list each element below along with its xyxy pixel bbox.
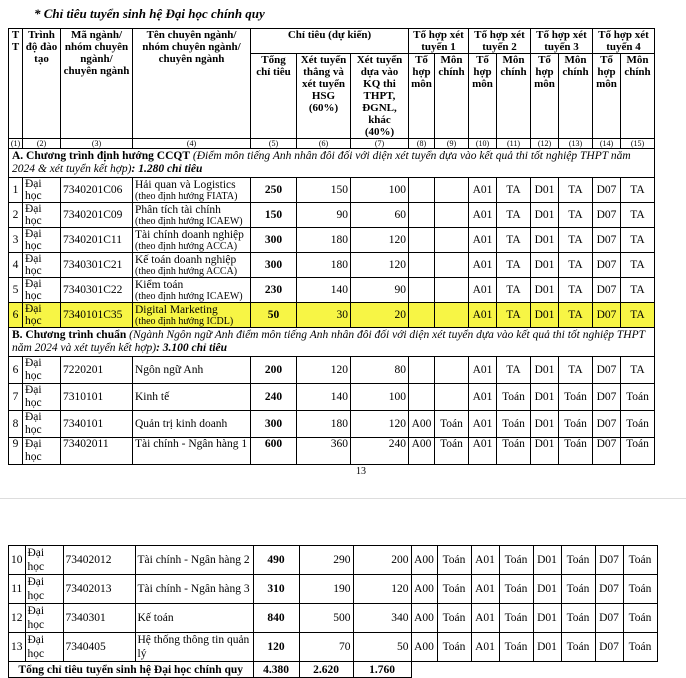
cell-tt: 4 <box>9 253 23 278</box>
cell-mon1 <box>435 278 469 303</box>
cell-hsg: 180 <box>297 411 351 438</box>
cell-mon2: Toán <box>497 411 531 438</box>
cell-tt: 2 <box>9 203 23 228</box>
table-row <box>9 228 655 253</box>
section-b <box>9 328 655 357</box>
cell-name: Kinh tế <box>133 384 251 411</box>
cell-level: Đại học <box>23 278 61 303</box>
cell-combo1 <box>409 178 435 203</box>
cell-name: Kế toán <box>135 604 253 633</box>
page-heading: * Chỉ tiêu tuyển sinh hệ Đại học chính quy <box>34 6 265 21</box>
cell-combo4: D07 <box>593 384 621 411</box>
cell-hsg: 150 <box>297 178 351 203</box>
cell-combo2: A01 <box>469 253 497 278</box>
cell-hsg: 290 <box>299 546 353 575</box>
cell-combo4: D07 <box>593 357 621 384</box>
cell-combo1: A00 <box>411 604 437 633</box>
section-a <box>9 149 655 178</box>
cell-mon3: Toán <box>559 411 593 438</box>
cell-hsg: 30 <box>297 303 351 328</box>
cell-combo3: D01 <box>533 633 561 662</box>
cell-name <box>133 228 251 253</box>
cell-kq: 120 <box>353 575 411 604</box>
cell-total: 300 <box>251 253 297 278</box>
cell-kq: 120 <box>351 411 409 438</box>
cell-combo3: D01 <box>531 384 559 411</box>
cell-mon2: Toán <box>499 604 533 633</box>
cell-level: Đại học <box>23 203 61 228</box>
cell-combo4: D07 <box>593 278 621 303</box>
cell-combo3: D01 <box>531 228 559 253</box>
cell-combo1 <box>409 253 435 278</box>
cell-tt: 7 <box>9 384 23 411</box>
cell-combo2: A01 <box>469 228 497 253</box>
cell-name <box>133 253 251 278</box>
header-total: Tổng chỉ tiêu <box>251 54 297 139</box>
cell-mon1: Toán <box>435 411 469 438</box>
program-orientation: (theo định hướng ICDL) <box>135 315 234 327</box>
cell-mon3: Toán <box>561 575 595 604</box>
page-number: 13 <box>356 466 366 477</box>
cell-combo2: A01 <box>469 384 497 411</box>
cell-hsg: 70 <box>299 633 353 662</box>
cell-combo2: A01 <box>469 303 497 328</box>
program-orientation: (theo định hướng ACCA) <box>135 240 238 252</box>
cell-tt: 9 <box>9 438 23 465</box>
cell-mon2: TA <box>497 303 531 328</box>
column-number: (14) <box>593 139 621 149</box>
cell-tt: 5 <box>9 278 23 303</box>
cell-combo2: A01 <box>471 575 499 604</box>
cell-mon1: Toán <box>437 604 471 633</box>
cell-tt: 3 <box>9 228 23 253</box>
header-tohop: Tổ hợp môn <box>409 54 435 139</box>
table-row <box>9 178 655 203</box>
cell-total: 50 <box>251 303 297 328</box>
section-b-title: B. Chương trình chuẩn <box>12 329 127 341</box>
cell-mon3: TA <box>559 178 593 203</box>
cell-mon1 <box>435 178 469 203</box>
cell-mon3: TA <box>559 357 593 384</box>
cell-combo3: D01 <box>531 357 559 384</box>
column-number-row <box>9 139 655 149</box>
cell-tt: 12 <box>9 604 26 633</box>
table-row <box>9 357 655 384</box>
table-row <box>9 303 655 328</box>
cell-hsg: 500 <box>299 604 353 633</box>
cell-hsg: 120 <box>297 357 351 384</box>
cell-mon2: TA <box>497 178 531 203</box>
header-monchinh: Môn chính <box>559 54 593 139</box>
column-number: (4) <box>133 139 251 149</box>
header-quota: Chỉ tiêu (dự kiến) <box>251 29 409 54</box>
cell-mon1 <box>435 384 469 411</box>
column-number: (3) <box>61 139 133 149</box>
cell-combo1 <box>409 278 435 303</box>
cell-mon2: Toán <box>497 384 531 411</box>
program-orientation: (theo định hướng ICAEW) <box>135 215 243 227</box>
column-number: (12) <box>531 139 559 149</box>
table-row <box>9 253 655 278</box>
cell-combo3: D01 <box>531 203 559 228</box>
cell-name: Tài chính - Ngân hàng 2 <box>135 546 253 575</box>
cell-combo2: A01 <box>471 604 499 633</box>
cell-name: Quản trị kinh doanh <box>133 411 251 438</box>
cell-mon1: Toán <box>437 575 471 604</box>
header-combo-2: Tổ hợp xét tuyển 2 <box>469 29 531 54</box>
cell-name <box>133 178 251 203</box>
cell-mon3: TA <box>559 278 593 303</box>
cell-combo2: A01 <box>469 278 497 303</box>
cell-hsg: 140 <box>297 278 351 303</box>
column-number: (9) <box>435 139 469 149</box>
cell-mon1: Toán <box>435 438 469 465</box>
column-number: (10) <box>469 139 497 149</box>
cell-combo1: A00 <box>411 633 437 662</box>
table-row <box>9 411 655 438</box>
table-row <box>9 575 658 604</box>
cell-mon2: TA <box>497 253 531 278</box>
header-tt: T T <box>9 29 23 139</box>
cell-code: 73402012 <box>63 546 135 575</box>
cell-combo2: A01 <box>469 411 497 438</box>
cell-mon2: TA <box>497 357 531 384</box>
section-b-row <box>9 328 655 357</box>
cell-combo1: A00 <box>411 546 437 575</box>
program-name: Kiểm toán <box>135 278 184 291</box>
cell-mon2: Toán <box>499 575 533 604</box>
section-b-quota: : 3.100 chỉ tiêu <box>156 342 228 354</box>
table-row <box>9 278 655 303</box>
cell-tt: 6 <box>9 357 23 384</box>
totals-empty <box>411 662 657 678</box>
header-kq: Xét tuyển dựa vào KQ thi THPT, ĐGNL, khác (40%) <box>351 54 409 139</box>
totals-row <box>9 662 658 678</box>
column-number: (1) <box>9 139 23 149</box>
program-name: Kế toán doanh nghiệp <box>135 253 237 266</box>
cell-hsg: 190 <box>299 575 353 604</box>
column-number: (11) <box>497 139 531 149</box>
cell-tt: 10 <box>9 546 26 575</box>
cell-kq: 200 <box>353 546 411 575</box>
header-monchinh: Môn chính <box>435 54 469 139</box>
cell-code: 73402013 <box>63 575 135 604</box>
cell-name <box>133 303 251 328</box>
cell-combo1 <box>409 384 435 411</box>
cell-total: 250 <box>251 178 297 203</box>
cell-mon4: Toán <box>621 384 655 411</box>
cell-combo1: A00 <box>409 438 435 465</box>
table-row <box>9 203 655 228</box>
cell-mon4: TA <box>621 178 655 203</box>
section-a-note: (Điểm môn tiếng Anh nhân đôi đối với diện xét tuyển dựa vào kết quả thi tốt nghiệp THPT năm 2024 & xét tuyển kết hợp) <box>12 150 631 175</box>
cell-combo3: D01 <box>531 253 559 278</box>
cell-combo4: D07 <box>593 178 621 203</box>
header-tohop: Tổ hợp môn <box>593 54 621 139</box>
cell-combo3: D01 <box>531 178 559 203</box>
cell-combo2: A01 <box>471 633 499 662</box>
cell-name: Tài chính - Ngân hàng 3 <box>135 575 253 604</box>
header-combo-1: Tổ hợp xét tuyển 1 <box>409 29 469 54</box>
cell-mon3: Toán <box>559 384 593 411</box>
cell-combo1: A00 <box>409 411 435 438</box>
cell-code: 7340301C22 <box>61 278 133 303</box>
cell-combo4: D07 <box>593 253 621 278</box>
cell-mon3: TA <box>559 253 593 278</box>
cell-total: 150 <box>251 203 297 228</box>
cell-mon4: Toán <box>621 438 655 465</box>
column-number: (15) <box>621 139 655 149</box>
table-row <box>9 438 655 465</box>
cell-mon4: Toán <box>623 604 657 633</box>
cell-name <box>133 278 251 303</box>
cell-mon4: Toán <box>621 411 655 438</box>
cell-tt: 8 <box>9 411 23 438</box>
cell-total: 230 <box>251 278 297 303</box>
cell-hsg: 180 <box>297 253 351 278</box>
header-level: Trình độ đào tạo <box>23 29 61 139</box>
cell-mon3: Toán <box>561 633 595 662</box>
cell-code: 7340201C09 <box>61 203 133 228</box>
cell-total: 310 <box>253 575 299 604</box>
cell-level: Đại học <box>23 438 61 465</box>
cell-mon4: TA <box>621 357 655 384</box>
cell-mon3: Toán <box>559 438 593 465</box>
cell-kq: 120 <box>351 253 409 278</box>
program-name: Hải quan và Logistics <box>135 178 236 191</box>
cell-tt: 6 <box>9 303 23 328</box>
cell-level: Đại học <box>23 228 61 253</box>
cell-mon4: Toán <box>623 546 657 575</box>
cell-total: 240 <box>251 384 297 411</box>
cell-level: Đại học <box>25 604 63 633</box>
cell-mon1 <box>435 253 469 278</box>
cell-mon4: Toán <box>623 633 657 662</box>
column-number: (5) <box>251 139 297 149</box>
cell-level: Đại học <box>23 411 61 438</box>
cell-mon2: Toán <box>497 438 531 465</box>
header-combo-3: Tổ hợp xét tuyển 3 <box>531 29 593 54</box>
cell-combo2: A01 <box>469 203 497 228</box>
cell-mon1: Toán <box>437 546 471 575</box>
cell-combo3: D01 <box>533 575 561 604</box>
cell-mon4: TA <box>621 253 655 278</box>
section-b-note: (Ngành Ngôn ngữ Anh điểm môn tiếng Anh nhân đôi đối với diện xét tuyển dựa vào kết quả thi tốt nghiệp THPT năm 2024 và xét tuyển kết hợp) <box>12 329 645 354</box>
cell-total: 840 <box>253 604 299 633</box>
column-number: (2) <box>23 139 61 149</box>
cell-mon3: Toán <box>561 546 595 575</box>
program-name: Tài chính doanh nghiệp <box>135 228 244 241</box>
cell-total: 300 <box>251 411 297 438</box>
cell-mon4: TA <box>621 278 655 303</box>
cell-combo4: D07 <box>595 546 623 575</box>
cell-mon2: Toán <box>499 546 533 575</box>
table-row <box>9 384 655 411</box>
cell-combo4: D07 <box>593 411 621 438</box>
cell-mon1 <box>435 357 469 384</box>
header-tohop: Tổ hợp môn <box>531 54 559 139</box>
totals-hsg: 2.620 <box>299 662 353 678</box>
cell-combo1 <box>409 303 435 328</box>
program-orientation: (theo định hướng ACCA) <box>135 265 238 277</box>
section-a-title: A. Chương trình định hướng CCQT <box>12 150 191 162</box>
cell-mon1 <box>435 203 469 228</box>
cell-total: 490 <box>253 546 299 575</box>
cell-kq: 100 <box>351 178 409 203</box>
cell-combo4: D07 <box>595 575 623 604</box>
column-number: (7) <box>351 139 409 149</box>
section-a-quota: : 1.280 chỉ tiêu <box>131 163 203 175</box>
cell-kq: 90 <box>351 278 409 303</box>
cell-hsg: 180 <box>297 228 351 253</box>
cell-total: 120 <box>253 633 299 662</box>
cell-kq: 60 <box>351 203 409 228</box>
cell-mon4: Toán <box>623 575 657 604</box>
cell-level: Đại học <box>23 303 61 328</box>
cell-kq: 340 <box>353 604 411 633</box>
cell-tt: 13 <box>9 633 26 662</box>
cell-mon3: TA <box>559 228 593 253</box>
cell-hsg: 90 <box>297 203 351 228</box>
cell-combo4: D07 <box>593 438 621 465</box>
cell-combo3: D01 <box>531 411 559 438</box>
cell-code: 7340101C35 <box>61 303 133 328</box>
cell-combo4: D07 <box>593 203 621 228</box>
cell-kq: 240 <box>351 438 409 465</box>
header-tohop: Tổ hợp môn <box>469 54 497 139</box>
cell-combo3: D01 <box>531 303 559 328</box>
section-a-row <box>9 149 655 178</box>
cell-name: Hệ thống thông tin quản lý <box>135 633 253 662</box>
admission-quota-table-continued <box>8 545 658 678</box>
cell-level: Đại học <box>23 178 61 203</box>
cell-tt: 11 <box>9 575 26 604</box>
table-row <box>9 546 658 575</box>
program-orientation: (theo định hướng ICAEW) <box>135 290 243 302</box>
header-row-1 <box>9 29 655 54</box>
cell-combo3: D01 <box>531 438 559 465</box>
cell-name <box>133 203 251 228</box>
cell-mon1: Toán <box>437 633 471 662</box>
cell-code: 7340101 <box>61 411 133 438</box>
cell-level: Đại học <box>25 546 63 575</box>
totals-total: 4.380 <box>253 662 299 678</box>
cell-mon1 <box>435 303 469 328</box>
cell-kq: 20 <box>351 303 409 328</box>
cell-level: Đại học <box>23 384 61 411</box>
header-combo-4: Tổ hợp xét tuyển 4 <box>593 29 655 54</box>
cell-code: 7340201C06 <box>61 178 133 203</box>
cell-total: 300 <box>251 228 297 253</box>
cell-kq: 120 <box>351 228 409 253</box>
cell-code: 7340301 <box>63 604 135 633</box>
cell-combo1: A00 <box>411 575 437 604</box>
cell-name: Tài chính - Ngân hàng 1 <box>133 438 251 465</box>
cell-hsg: 140 <box>297 384 351 411</box>
admission-quota-table <box>8 28 655 465</box>
program-name: Phân tích tài chính <box>135 203 221 216</box>
cell-mon3: Toán <box>561 604 595 633</box>
cell-code: 7220201 <box>61 357 133 384</box>
totals-label: Tổng chỉ tiêu tuyển sinh hệ Đại học chính quy <box>9 662 254 678</box>
cell-combo3: D01 <box>533 604 561 633</box>
cell-mon4: TA <box>621 303 655 328</box>
cell-level: Đại học <box>23 253 61 278</box>
header-hsg: Xét tuyển thẳng và xét tuyển HSG (60%) <box>297 54 351 139</box>
cell-combo1 <box>409 357 435 384</box>
page-break <box>0 498 686 499</box>
cell-combo2: A01 <box>469 357 497 384</box>
cell-code: 7340201C11 <box>61 228 133 253</box>
cell-level: Đại học <box>25 633 63 662</box>
cell-level: Đại học <box>23 357 61 384</box>
cell-total: 600 <box>251 438 297 465</box>
cell-combo1 <box>409 228 435 253</box>
cell-mon1 <box>435 228 469 253</box>
cell-code: 7340405 <box>63 633 135 662</box>
header-code: Mã ngành/ nhóm chuyên ngành/ chuyên ngành <box>61 29 133 139</box>
cell-combo2: A01 <box>471 546 499 575</box>
cell-mon3: TA <box>559 303 593 328</box>
cell-kq: 100 <box>351 384 409 411</box>
column-number: (6) <box>297 139 351 149</box>
program-orientation: (theo định hướng FIATA) <box>135 190 238 202</box>
cell-mon4: TA <box>621 203 655 228</box>
cell-tt: 1 <box>9 178 23 203</box>
column-number: (13) <box>559 139 593 149</box>
table-row <box>9 604 658 633</box>
cell-combo2: A01 <box>469 178 497 203</box>
cell-code: 7310101 <box>61 384 133 411</box>
cell-mon2: Toán <box>499 633 533 662</box>
cell-hsg: 360 <box>297 438 351 465</box>
table-row <box>9 633 658 662</box>
cell-mon2: TA <box>497 203 531 228</box>
cell-level: Đại học <box>25 575 63 604</box>
header-name: Tên chuyên ngành/ nhóm chuyên ngành/ chuyên ngành <box>133 29 251 139</box>
cell-kq: 50 <box>353 633 411 662</box>
cell-total: 200 <box>251 357 297 384</box>
cell-kq: 80 <box>351 357 409 384</box>
header-monchinh: Môn chính <box>621 54 655 139</box>
cell-combo2: A01 <box>469 438 497 465</box>
cell-mon4: TA <box>621 228 655 253</box>
cell-mon2: TA <box>497 228 531 253</box>
cell-combo4: D07 <box>593 228 621 253</box>
cell-mon2: TA <box>497 278 531 303</box>
cell-combo4: D07 <box>595 633 623 662</box>
cell-mon3: TA <box>559 203 593 228</box>
cell-code: 73402011 <box>61 438 133 465</box>
totals-kq: 1.760 <box>353 662 411 678</box>
cell-combo4: D07 <box>593 303 621 328</box>
column-number: (8) <box>409 139 435 149</box>
cell-code: 7340301C21 <box>61 253 133 278</box>
cell-combo1 <box>409 203 435 228</box>
cell-combo4: D07 <box>595 604 623 633</box>
program-name: Digital Marketing <box>135 303 218 316</box>
cell-name: Ngôn ngữ Anh <box>133 357 251 384</box>
cell-combo3: D01 <box>533 546 561 575</box>
cell-combo3: D01 <box>531 278 559 303</box>
header-monchinh: Môn chính <box>497 54 531 139</box>
